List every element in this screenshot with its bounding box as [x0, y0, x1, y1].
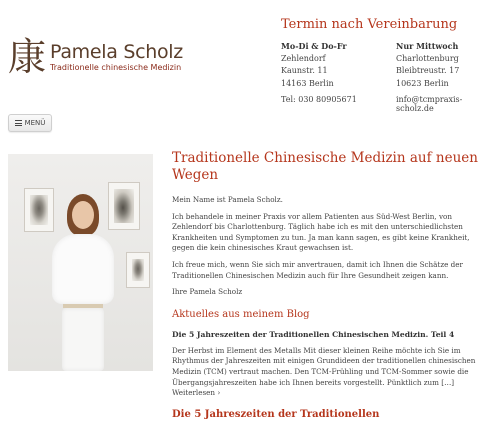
portrait-photo — [8, 154, 153, 371]
wall-picture — [108, 182, 140, 230]
wall-picture — [126, 252, 150, 288]
opening-days: Nur Mittwoch — [396, 41, 459, 51]
blog-heading: Aktuelles aus meinem Blog — [172, 308, 310, 320]
logo-name: Pamela Scholz — [50, 40, 183, 63]
street: Bleibtreustr. 17 — [396, 66, 460, 75]
location-charlottenburg — [396, 40, 459, 90]
blog-post-excerpt — [172, 346, 494, 399]
next-blog-post-title[interactable]: Die 5 Jahreszeiten der Traditionellen — [172, 408, 380, 420]
hamburger-icon — [15, 120, 22, 126]
site-logo[interactable] — [8, 35, 183, 79]
phone-number[interactable]: Tel: 030 80905671 — [281, 95, 357, 104]
email-link[interactable]: info@tcmpraxis-scholz.de — [396, 95, 463, 113]
logo-character: 康 — [8, 35, 47, 79]
read-more-link[interactable]: Weiterlesen › — [172, 388, 221, 398]
district: Zehlendorf — [281, 53, 326, 63]
logo-text — [50, 42, 183, 73]
intro-paragraph: Ich freue mich, wenn Sie sich mir anvertrauen, damit ich Ihnen die Schätze der Traditionellen Chinesischen Medizin auch für Ihre Gesundheit zeigen kann. — [172, 259, 463, 280]
city: 14163 Berlin — [281, 78, 334, 88]
wall-picture — [24, 188, 54, 232]
main-content — [172, 150, 494, 420]
intro-paragraph: Ich behandele in meiner Praxis vor allem Patienten aus Süd-West Berlin, von Zehlendorf bis Charlottenburg. Täglich habe ich es mit den unterschiedlichsten Krankheiten und Symptomen zu tun. Ja man kann sagen, es gibt keine Krankheit, gegen die kein chinesisches Kraut gewachsen ist. — [172, 211, 470, 253]
intro-paragraph: Mein Name ist Pamela Scholz. — [172, 195, 283, 204]
logo-subtitle: Traditionelle chinesische Medizin — [50, 63, 182, 73]
menu-label: MENÜ — [24, 119, 46, 127]
blog-post-title[interactable]: Die 5 Jahreszeiten der Traditionellen Chinesischen Medizin. Teil 4 — [172, 329, 455, 339]
street: Kaunstr. 11 — [281, 66, 328, 75]
city: 10623 Berlin — [396, 78, 449, 88]
excerpt-text: Der Herbst im Element des Metalls Mit dieser kleinen Reihe möchte ich Sie im Rhythmus der Jahreszeiten mit einigen Grundideen der traditionellen chinesischen Medizin (TCM) vertraut machen. Den TCM-Frühling und TCM-Sommer sowie die Übergangsjahreszeiten habe ich Ihnen bereits vorgestellt. Pünktlich zum […] — [172, 345, 476, 387]
appointment-title: Termin nach Vereinbarung — [281, 17, 458, 32]
location-zehlendorf — [281, 40, 347, 90]
signature-line: Ihre Pamela Scholz — [172, 287, 243, 297]
menu-button[interactable] — [8, 114, 52, 132]
district: Charlottenburg — [396, 53, 459, 63]
opening-days: Mo-Di & Do-Fr — [281, 41, 347, 51]
page-title: Traditionelle Chinesische Medizin auf neuen Wegen — [172, 150, 478, 183]
